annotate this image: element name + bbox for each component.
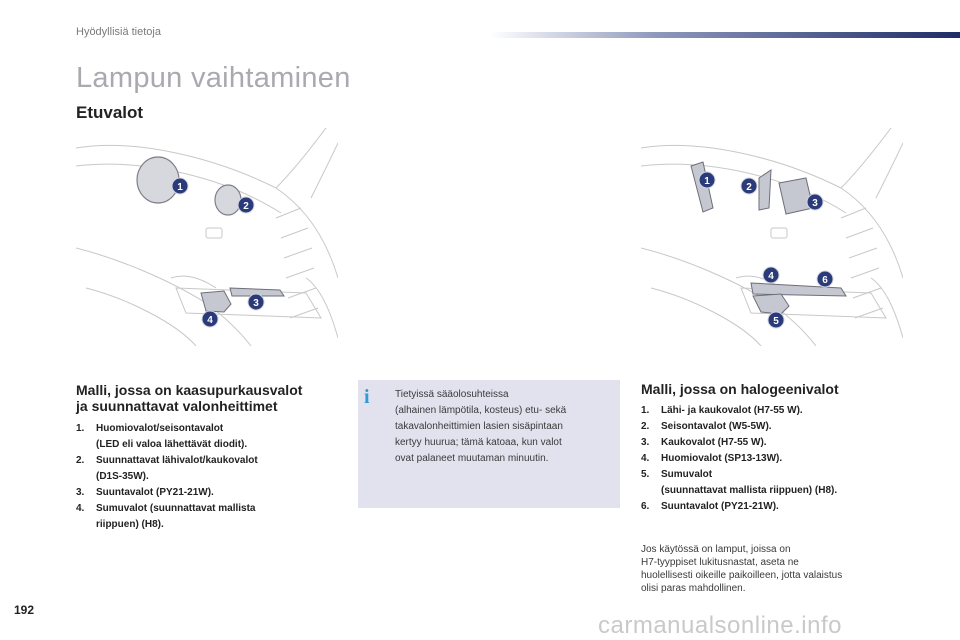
callout-badge [238, 197, 254, 213]
info-text: Tietyissä sääolosuhteissa (alhainen lämpötila, kosteus) etu- sekä takavalonheittimien lasien sisäpintaan kertyy huurua; tämä katoaa, kun valot ovat palaneet muutaman minuutin. [395, 389, 567, 464]
callout-badge [741, 178, 757, 194]
callout-badge [768, 312, 784, 328]
h7-note: Jos käytössä on lamput, joissa on H7-tyyppiset lukitusnastat, aseta ne huolellisesti oikeille paikoilleen, jotta valaistus olisi paras mahdollinen. [641, 544, 843, 594]
header-gradient-bar [490, 32, 960, 38]
halogen-model-heading: Malli, jossa on halogeenivalot [641, 381, 839, 397]
svg-text:3: 3 [812, 198, 818, 209]
list-item: 5. Sumuvalot (suunnattavat mallista riippuen) (H8). [641, 469, 838, 496]
xenon-model-heading [76, 382, 346, 414]
watermark[interactable]: carmanualsonline.info [598, 612, 842, 639]
svg-text:1: 1 [704, 176, 710, 187]
section-label: Hyödyllisiä tietoja [76, 26, 161, 38]
svg-text:2: 2 [746, 182, 752, 193]
list-item: 6. Suuntavalot (PY21-21W). [641, 501, 779, 512]
info-icon: i [364, 386, 370, 408]
svg-text:2: 2 [243, 201, 249, 212]
xenon-bulb-list [76, 421, 346, 533]
list-item: 2. Seisontavalot (W5-5W). [641, 421, 772, 432]
list-item: 4. Huomiovalot (SP13-13W). [641, 453, 783, 464]
halogen-headlamp-illustration [641, 128, 903, 346]
svg-text:1: 1 [177, 182, 183, 193]
svg-text:4: 4 [768, 271, 774, 282]
callout-badge [807, 194, 823, 210]
list-item: 3. Suuntavalot (PY21-21W). [76, 487, 214, 498]
list-item: 2. Suunnattavat lähivalot/kaukovalot (D1S-35W). [76, 455, 258, 482]
list-item: 1. Lähi- ja kaukovalot (H7-55 W). [641, 405, 803, 416]
xenon-heading-line: ja suunnattavat valonheittimet [76, 398, 278, 414]
list-item: 3. Kaukovalot (H7-55 W). [641, 437, 767, 448]
svg-text:3: 3 [253, 298, 259, 309]
list-item: 4. Sumuvalot (suunnattavat mallista riippuen) (H8). [76, 503, 256, 530]
callout-badge [699, 172, 715, 188]
callout-badge [172, 178, 188, 194]
xenon-heading-line: Malli, jossa on kaasupurkausvalot [76, 382, 303, 398]
section-heading: Etuvalot [76, 103, 144, 122]
callout-badge [202, 311, 218, 327]
svg-text:5: 5 [773, 316, 779, 327]
list-item: 1. Huomiovalot/seisontavalot (LED eli valoa lähettävät diodit). [76, 423, 248, 450]
callout-badge [248, 294, 264, 310]
halogen-bulb-list [641, 403, 941, 515]
page-title: Lampun vaihtaminen [76, 62, 351, 94]
callout-badge [763, 267, 779, 283]
xenon-headlamp-illustration [76, 128, 338, 346]
callout-badge [817, 271, 833, 287]
svg-text:4: 4 [207, 315, 213, 326]
svg-text:6: 6 [822, 275, 828, 286]
page-number: 192 [14, 603, 35, 617]
